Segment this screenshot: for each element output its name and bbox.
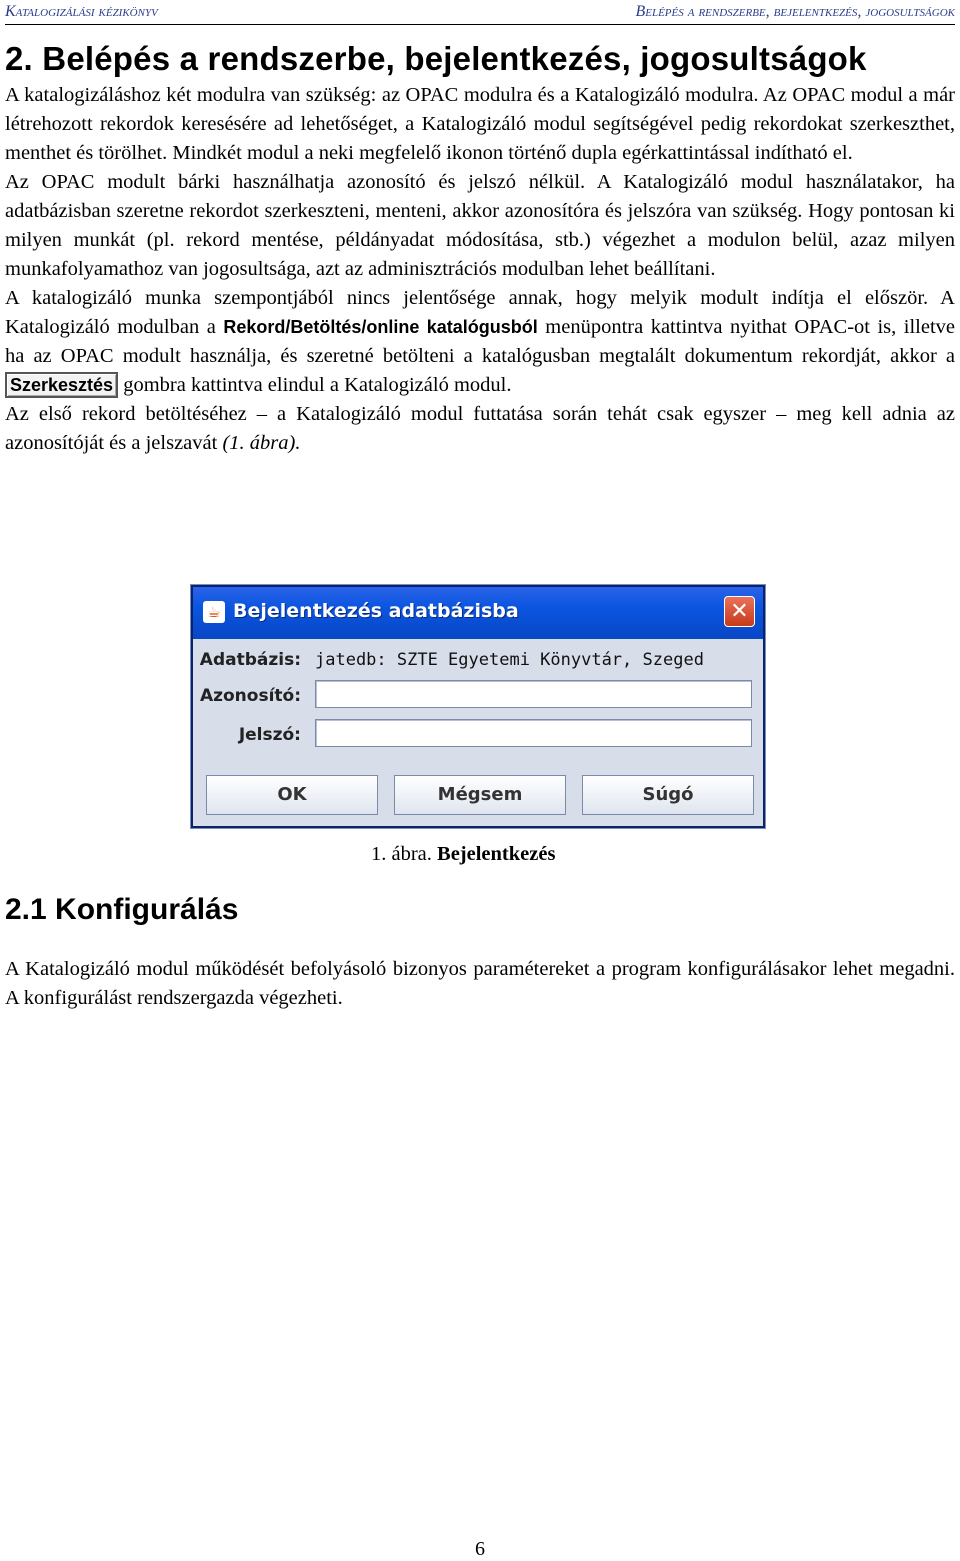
- login-dialog: [191, 585, 765, 828]
- password-field[interactable]: [315, 719, 752, 747]
- paragraph-3-b: menüpontra kattintva nyithat OPAC-ot is, illetve ha az OPAC modult használja, és szeretné betölteni a katalógusban megtalált dokumentum rekordját, akkor a: [5, 316, 956, 367]
- paragraph-3-c: gombra kattintva elindul a Katalogizáló modul.: [118, 374, 512, 396]
- figure-reference: (1. ábra).: [222, 432, 301, 454]
- cancel-button[interactable]: Mégsem: [394, 775, 566, 815]
- paragraph-2: Az OPAC modult bárki használhatja azonosító és jelszó nélkül. A Katalogizáló modul használatakor, ha adatbázisban szeretne rekordot szerkeszteni, menteni, akkor azonosítóra és jelszóra van szükség. Hogy pontosan ki milyen munkát (pl. rekord mentése, példányadat módosítása, stb.) végezhet a modulon belül, azaz milyen munkafolyamathoz van jogosultsága, azt az adminisztrációs modulban lehet beállítani.: [5, 171, 955, 280]
- password-label: Jelszó:: [238, 725, 301, 745]
- header-right: Belépés a rendszerbe, bejelentkezés, jogosultságok: [635, 3, 955, 20]
- dialog-titlebar: [193, 587, 763, 639]
- chapter-heading: 2. Belépés a rendszerbe, bejelentkezés, jogosultságok: [5, 40, 867, 77]
- header-left: Katalogizálási kézikönyv: [5, 3, 158, 20]
- page-number: 6: [475, 1538, 485, 1560]
- paragraph-1: A katalogizáláshoz két modulra van szükség: az OPAC modulra és a Katalogizáló modulra. Az OPAC modul a már létrehozott rekordok keresésére ad lehetőséget, a Katalogizáló modul segítségével pedig rekordokat szerkeszthet, menthet és törölhet. Mindkét modul a neki megfelelő ikonon történő dupla egérkattintással indítható el.: [5, 84, 955, 164]
- paragraph-4-a: Az első rekord betöltéséhez – a Katalogizáló modul futtatása során tehát csak egyszer – meg kell adnia az azonosítóját és a jelszavát: [5, 403, 955, 454]
- section-heading: 2.1 Konfigurálás: [5, 893, 239, 926]
- database-value: jatedb: SZTE Egyetemi Könyvtár, Szeged: [315, 650, 704, 670]
- dialog-title: Bejelentkezés adatbázisba: [233, 600, 519, 622]
- running-header: [5, 2, 955, 25]
- username-label: Azonosító:: [199, 686, 301, 706]
- paragraph-4: [5, 400, 955, 458]
- java-icon: ☕: [203, 601, 225, 623]
- caption-title: Bejelentkezés: [437, 843, 556, 865]
- paragraph-5: A Katalogizáló modul működését befolyásoló bizonyos paramétereket a program konfigurálásakor lehet megadni. A konfigurálást rendszergazda végezheti.: [5, 958, 955, 1009]
- edit-button-reference: Szerkesztés: [5, 372, 118, 398]
- caption-number: 1. ábra.: [371, 843, 432, 865]
- body-text: [5, 81, 955, 458]
- username-field[interactable]: [315, 680, 752, 708]
- database-label: Adatbázis:: [199, 650, 301, 670]
- figure-caption: [371, 843, 555, 866]
- ok-button[interactable]: OK: [206, 775, 378, 815]
- menu-path: Rekord/Betöltés/online katalógusból: [223, 317, 538, 337]
- help-button[interactable]: Súgó: [582, 775, 754, 815]
- section-text: [5, 955, 955, 1013]
- paragraph-3-a: A katalogizáló munka szempontjából nincs jelentősége annak, hogy melyik modult indítja el először. A Katalogizáló modulban a: [5, 287, 955, 338]
- paragraph-3: [5, 284, 955, 400]
- close-button[interactable]: ✕: [724, 596, 755, 627]
